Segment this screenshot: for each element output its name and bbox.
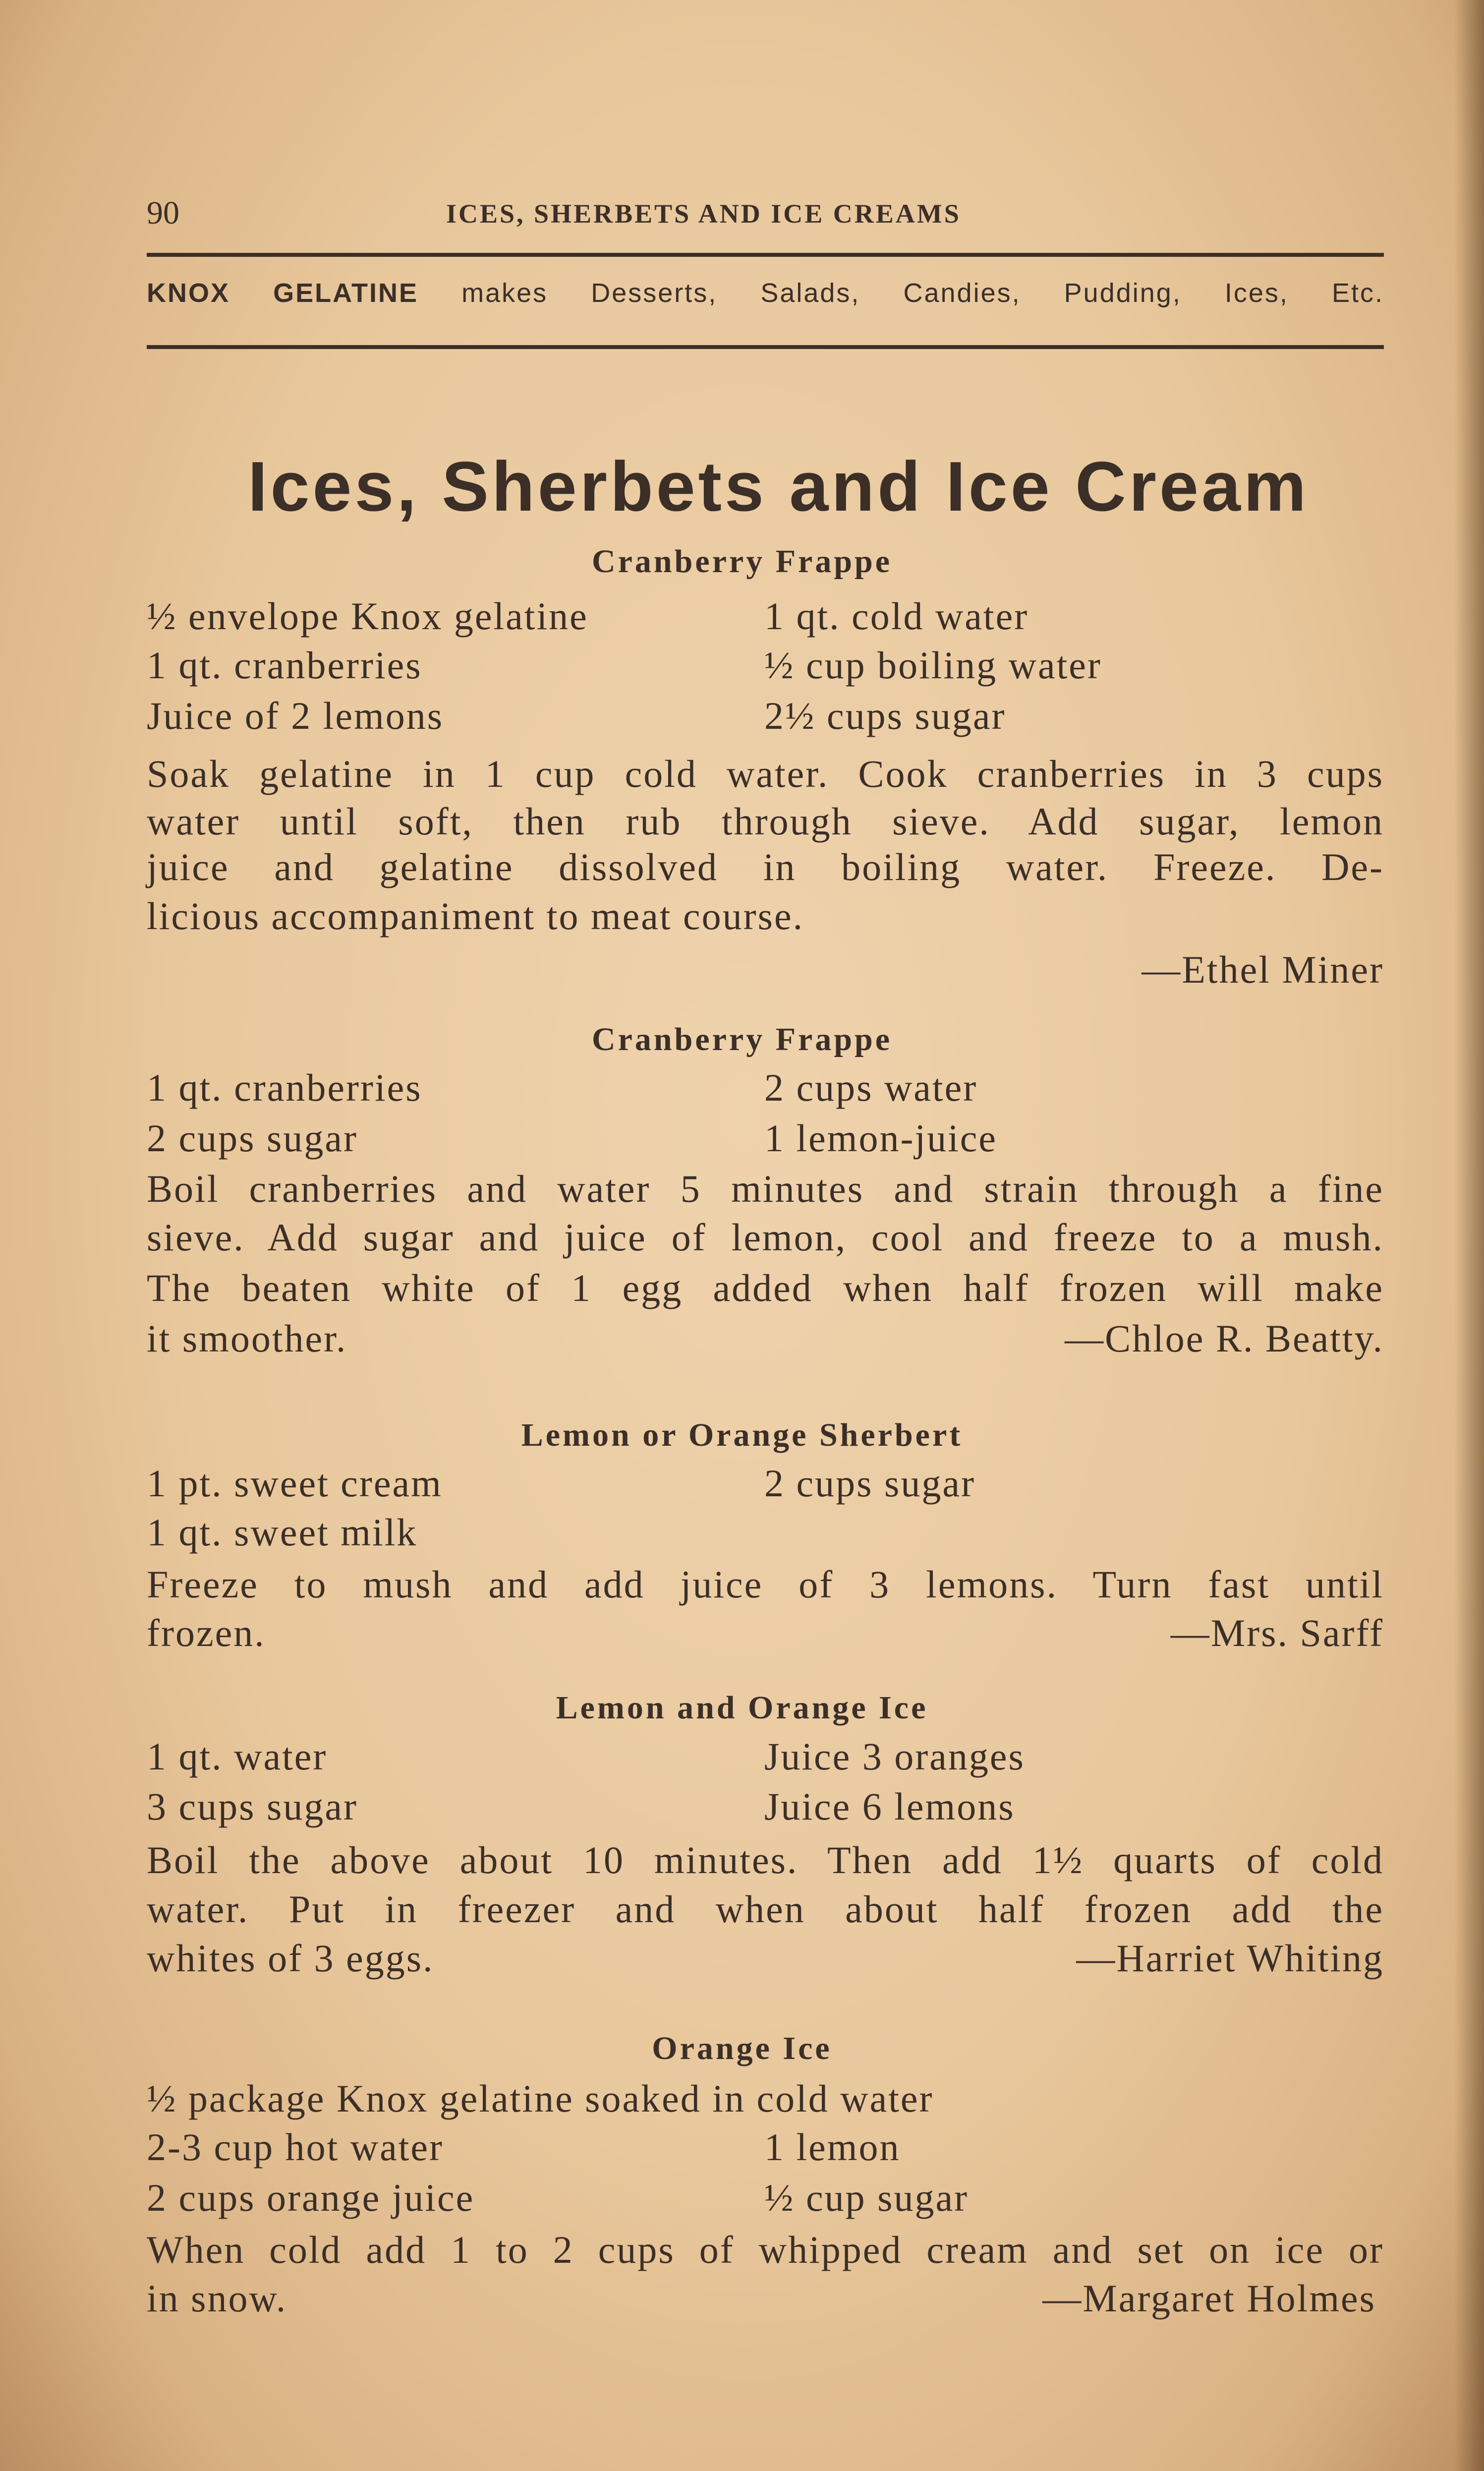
- chapter-title: Ices, Sherbets and Ice Cream: [248, 447, 1310, 526]
- page-edge-shadow: [1454, 0, 1484, 2471]
- ingredient: ½ cup sugar: [764, 2176, 969, 2219]
- top-rule: [147, 253, 1384, 257]
- ingredient: Juice 6 lemons: [764, 1785, 1015, 1828]
- ingredient: 2-3 cup hot water: [147, 2125, 444, 2169]
- recipe-title: Lemon or Orange Sherbert: [521, 1417, 963, 1453]
- ingredient: Juice 3 oranges: [764, 1735, 1025, 1778]
- direction-line: Soak gelatine in 1 cup cold water. Cook cranberries in 3 cups: [147, 752, 1384, 795]
- ingredient: 1 qt. sweet milk: [147, 1511, 418, 1554]
- ingredient: 2 cups sugar: [764, 1462, 975, 1505]
- ingredient: 2 cups sugar: [147, 1117, 358, 1160]
- ingredient: ½ package Knox gelatine soaked in cold water: [147, 2077, 934, 2120]
- ingredient: Juice of 2 lemons: [147, 694, 444, 737]
- ingredient: 2 cups water: [764, 1066, 978, 1109]
- bottom-rule: [147, 345, 1384, 349]
- ingredient: 1 qt. cold water: [764, 594, 1029, 638]
- recipe-title: Cranberry Frappe: [591, 543, 893, 580]
- direction-line: it smoother.: [147, 1317, 347, 1360]
- direction-line: in snow.: [147, 2277, 287, 2320]
- ingredient: 1 qt. water: [147, 1735, 328, 1778]
- ingredient: ½ envelope Knox gelatine: [147, 594, 588, 638]
- direction-line: water until soft, then rub through sieve. Add sugar, lemon: [147, 800, 1384, 843]
- recipe-title: Orange Ice: [652, 2030, 832, 2066]
- ingredient: 1 lemon-juice: [764, 1117, 998, 1160]
- recipe-author: —Harriet Whiting: [1076, 1937, 1384, 1980]
- direction-line: Boil the above about 10 minutes. Then add 1½ quarts of cold: [147, 1838, 1384, 1882]
- direction-line: sieve. Add sugar and juice of lemon, cool and freeze to a mush.: [147, 1216, 1384, 1259]
- direction-line: frozen.: [147, 1611, 266, 1654]
- page-number: 90: [147, 195, 179, 231]
- banner-brand: KNOX GELATINE: [147, 278, 419, 308]
- ingredient: 3 cups sugar: [147, 1785, 358, 1828]
- recipe-title: Lemon and Orange Ice: [556, 1690, 928, 1726]
- recipe-author: —Mrs. Sarff: [1170, 1611, 1384, 1654]
- ingredient: ½ cup boiling water: [764, 644, 1102, 687]
- direction-line: Boil cranberries and water 5 minutes and strain through a fine: [147, 1167, 1384, 1210]
- ingredient: 1 lemon: [764, 2125, 901, 2169]
- recipe-title: Cranberry Frappe: [591, 1021, 893, 1058]
- direction-line: juice and gelatine dissolved in boiling water. Freeze. De-: [147, 845, 1384, 888]
- knox-banner: [147, 278, 1384, 308]
- ingredient: 1 qt. cranberries: [147, 644, 422, 687]
- ingredient: 2½ cups sugar: [764, 694, 1006, 737]
- banner-text: makes Desserts, Salads, Candies, Pudding, Ices, Etc.: [461, 278, 1384, 308]
- direction-line: The beaten white of 1 egg added when half frozen will make: [147, 1266, 1384, 1309]
- ingredient: 1 pt. sweet cream: [147, 1462, 443, 1505]
- running-head: ICES, SHERBETS AND ICE CREAMS: [446, 199, 961, 229]
- direction-line: whites of 3 eggs.: [147, 1937, 434, 1980]
- direction-line: When cold add 1 to 2 cups of whipped cream and set on ice or: [147, 2228, 1384, 2271]
- recipe-author: —Margaret Holmes: [1042, 2277, 1376, 2320]
- direction-line: licious accompaniment to meat course.: [147, 894, 804, 938]
- recipe-author: —Chloe R. Beatty.: [1065, 1317, 1384, 1360]
- direction-line: Freeze to mush and add juice of 3 lemons. Turn fast until: [147, 1563, 1384, 1606]
- ingredient: 1 qt. cranberries: [147, 1066, 422, 1109]
- recipe-author: —Ethel Miner: [1142, 948, 1384, 991]
- ingredient: 2 cups orange juice: [147, 2176, 475, 2219]
- direction-line: water. Put in freezer and when about half frozen add the: [147, 1887, 1384, 1931]
